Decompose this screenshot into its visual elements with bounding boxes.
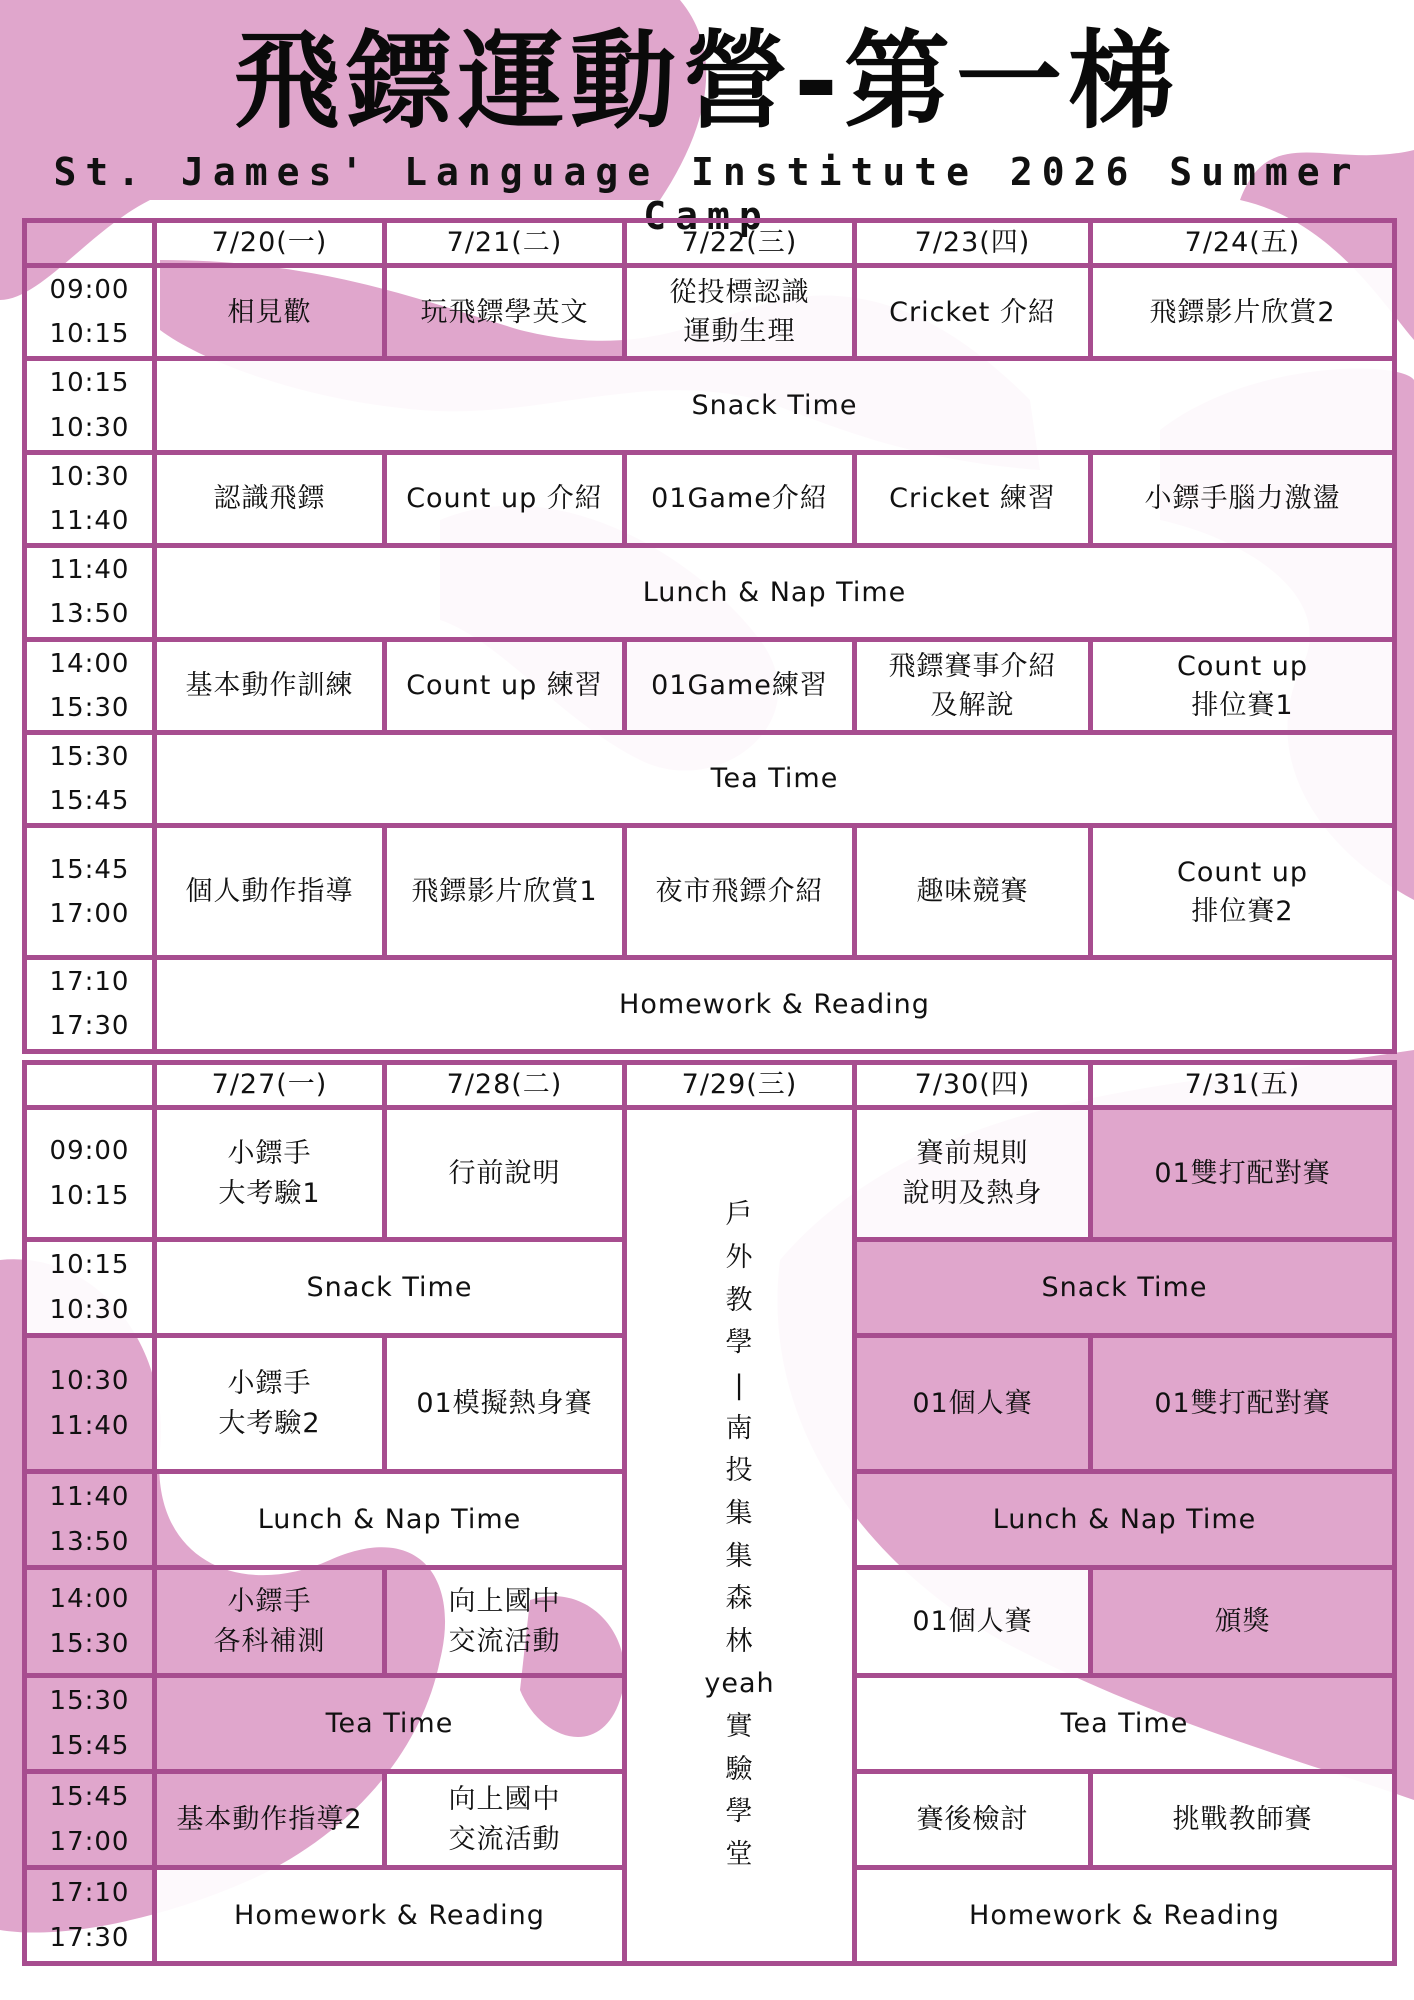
poster-subtitle: St. James' Language Institute 2026 Summer Camp xyxy=(53,150,1361,238)
activity-cell: 01個人賽 xyxy=(855,1336,1091,1472)
day-header: 7/30(四) xyxy=(855,1063,1091,1108)
activity-cell: 小鏢手 大考驗2 xyxy=(155,1336,385,1472)
activity-cell: 賽後檢討 xyxy=(855,1772,1091,1868)
activity-cell: 個人動作指導 xyxy=(155,826,385,958)
activity-cell: 賽前規則 說明及熱身 xyxy=(855,1108,1091,1240)
time-cell: 09:00 10:15 xyxy=(25,1108,155,1240)
activity-cell: 小鏢手腦力激盪 xyxy=(1091,452,1395,545)
time-cell: 15:30 15:45 xyxy=(25,1676,155,1772)
activity-cell: 01雙打配對賽 xyxy=(1091,1108,1395,1240)
activity-cell: 01Game介紹 xyxy=(625,452,855,545)
corner-cell xyxy=(25,1063,155,1108)
break-cell: Snack Time xyxy=(155,359,1395,452)
day-header: 7/27(一) xyxy=(155,1063,385,1108)
break-cell: Lunch & Nap Time xyxy=(855,1472,1395,1568)
time-cell: 15:45 17:00 xyxy=(25,1772,155,1868)
break-cell: Lunch & Nap Time xyxy=(155,546,1395,639)
time-cell: 17:10 17:30 xyxy=(25,1868,155,1964)
time-cell: 11:40 13:50 xyxy=(25,1472,155,1568)
time-cell: 10:15 10:30 xyxy=(25,1240,155,1336)
field-trip-cell: 戶 外 教 學 | 南 投 集 集 森 林 yeah 實 驗 學 堂 xyxy=(625,1108,855,1964)
time-cell: 10:30 11:40 xyxy=(25,1336,155,1472)
day-header: 7/20(一) xyxy=(155,221,385,266)
activity-cell: Count up 介紹 xyxy=(385,452,625,545)
time-cell: 14:00 15:30 xyxy=(25,639,155,732)
activity-cell: 向上國中 交流活動 xyxy=(385,1568,625,1676)
day-header: 7/23(四) xyxy=(855,221,1091,266)
time-cell: 14:00 15:30 xyxy=(25,1568,155,1676)
break-cell: Snack Time xyxy=(155,1240,625,1336)
poster-title: 飛鏢運動營-第一梯 xyxy=(234,20,1180,143)
activity-cell: 小鏢手 大考驗1 xyxy=(155,1108,385,1240)
day-header: 7/28(二) xyxy=(385,1063,625,1108)
activity-cell: 基本動作指導2 xyxy=(155,1772,385,1868)
activity-cell: Cricket 練習 xyxy=(855,452,1091,545)
activity-cell: 趣味競賽 xyxy=(855,826,1091,958)
activity-cell: Count up 排位賽1 xyxy=(1091,639,1395,732)
activity-cell: 認識飛鏢 xyxy=(155,452,385,545)
day-header: 7/21(二) xyxy=(385,221,625,266)
activity-cell: 01雙打配對賽 xyxy=(1091,1336,1395,1472)
activity-cell: Cricket 介紹 xyxy=(855,266,1091,359)
activity-cell: 基本動作訓練 xyxy=(155,639,385,732)
day-header: 7/22(三) xyxy=(625,221,855,266)
time-cell: 15:30 15:45 xyxy=(25,732,155,825)
activity-cell: 相見歡 xyxy=(155,266,385,359)
week2-header-row xyxy=(25,1063,1395,1108)
break-cell: Homework & Reading xyxy=(155,958,1395,1051)
week1-row xyxy=(25,639,1395,732)
week1-row xyxy=(25,359,1395,452)
activity-cell: 01個人賽 xyxy=(855,1568,1091,1676)
break-cell: Lunch & Nap Time xyxy=(155,1472,625,1568)
time-cell: 10:15 10:30 xyxy=(25,359,155,452)
week1-row xyxy=(25,452,1395,545)
week1-schedule xyxy=(22,218,1397,1054)
activity-cell: 小鏢手 各科補測 xyxy=(155,1568,385,1676)
activity-cell: 01模擬熱身賽 xyxy=(385,1336,625,1472)
week1-row xyxy=(25,546,1395,639)
day-header: 7/31(五) xyxy=(1091,1063,1395,1108)
week1-row xyxy=(25,958,1395,1051)
activity-cell: 01Game練習 xyxy=(625,639,855,732)
day-header: 7/24(五) xyxy=(1091,221,1395,266)
break-cell: Tea Time xyxy=(155,732,1395,825)
activity-cell: 玩飛鏢學英文 xyxy=(385,266,625,359)
break-cell: Homework & Reading xyxy=(855,1868,1395,1964)
break-cell: Homework & Reading xyxy=(155,1868,625,1964)
week1-header-row xyxy=(25,221,1395,266)
week2-schedule xyxy=(22,1060,1397,1966)
week1-row xyxy=(25,732,1395,825)
activity-cell: 向上國中 交流活動 xyxy=(385,1772,625,1868)
break-cell: Tea Time xyxy=(155,1676,625,1772)
activity-cell: 夜市飛鏢介紹 xyxy=(625,826,855,958)
break-cell: Tea Time xyxy=(855,1676,1395,1772)
activity-cell: 挑戰教師賽 xyxy=(1091,1772,1395,1868)
time-cell: 10:30 11:40 xyxy=(25,452,155,545)
activity-cell: 從投標認識 運動生理 xyxy=(625,266,855,359)
time-cell: 15:45 17:00 xyxy=(25,826,155,958)
break-cell: Snack Time xyxy=(855,1240,1395,1336)
activity-cell: 飛鏢影片欣賞1 xyxy=(385,826,625,958)
day-header: 7/29(三) xyxy=(625,1063,855,1108)
activity-cell: 頒獎 xyxy=(1091,1568,1395,1676)
week1-row xyxy=(25,266,1395,359)
time-cell: 09:00 10:15 xyxy=(25,266,155,359)
week1-row xyxy=(25,826,1395,958)
time-cell: 11:40 13:50 xyxy=(25,546,155,639)
activity-cell: Count up 排位賽2 xyxy=(1091,826,1395,958)
activity-cell: 飛鏢賽事介紹 及解說 xyxy=(855,639,1091,732)
time-cell: 17:10 17:30 xyxy=(25,958,155,1051)
corner-cell xyxy=(25,221,155,266)
activity-cell: Count up 練習 xyxy=(385,639,625,732)
week2-row xyxy=(25,1108,1395,1240)
activity-cell: 行前說明 xyxy=(385,1108,625,1240)
activity-cell: 飛鏢影片欣賞2 xyxy=(1091,266,1395,359)
